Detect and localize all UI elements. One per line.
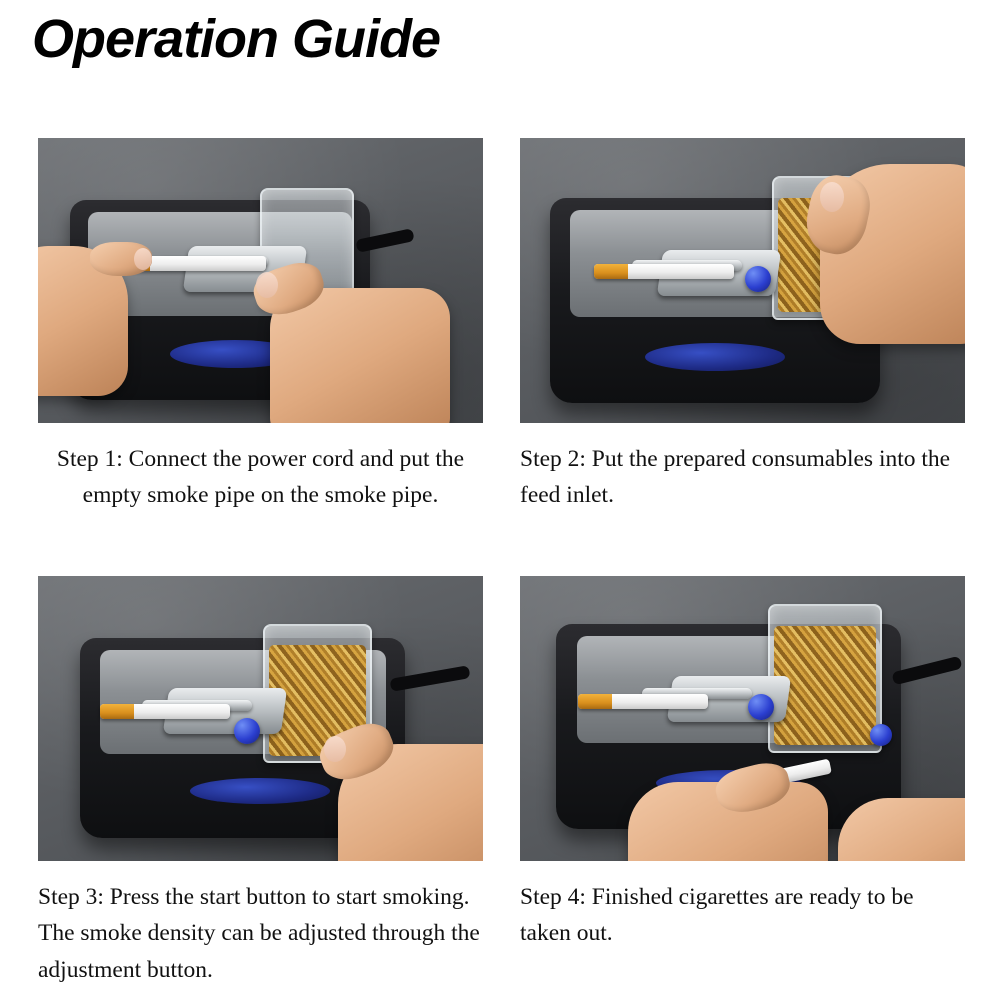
step-card-3 — [38, 576, 483, 988]
machine-blue-pad — [645, 343, 785, 371]
cigarette-filter — [578, 694, 612, 709]
step-card-4 — [520, 576, 965, 952]
cigarette-filter — [100, 704, 134, 719]
steps-grid — [0, 128, 1000, 988]
start-button — [870, 724, 892, 746]
cigarette-tube — [100, 704, 230, 719]
step-3-caption: Step 3: Press the start button to start smoking. The smoke density can be adjusted through the adjustment button. — [38, 884, 480, 983]
adjustment-knob — [745, 266, 771, 292]
step-2-caption: Step 2: Put the prepared consumables into the feed inlet. — [520, 446, 951, 509]
cigarette-tube — [578, 694, 708, 709]
pressing-finger-nail — [324, 736, 346, 762]
cigarette-tube — [594, 264, 734, 279]
step-1-caption: Step 1: Connect the power cord and put the empty smoke pipe on the smoke pipe. — [56, 446, 465, 509]
start-button — [234, 718, 260, 744]
step-card-1 — [38, 138, 483, 514]
adjustment-knob — [748, 694, 774, 720]
step-3-photo — [38, 576, 483, 861]
right-hand-nail — [256, 272, 278, 298]
cigarette-filter — [594, 264, 628, 279]
step-1-photo — [38, 138, 483, 423]
step-4-caption: Step 4: Finished cigarettes are ready to be taken out. — [520, 884, 914, 947]
step-2-photo — [520, 138, 965, 423]
second-hand — [838, 798, 965, 861]
step-4-photo — [520, 576, 965, 861]
feeding-hand-nail — [820, 182, 844, 212]
machine-blue-pad — [190, 778, 330, 804]
page-title: Operation Guide — [32, 9, 441, 69]
left-hand-nail — [134, 248, 152, 270]
step-card-2 — [520, 138, 965, 514]
